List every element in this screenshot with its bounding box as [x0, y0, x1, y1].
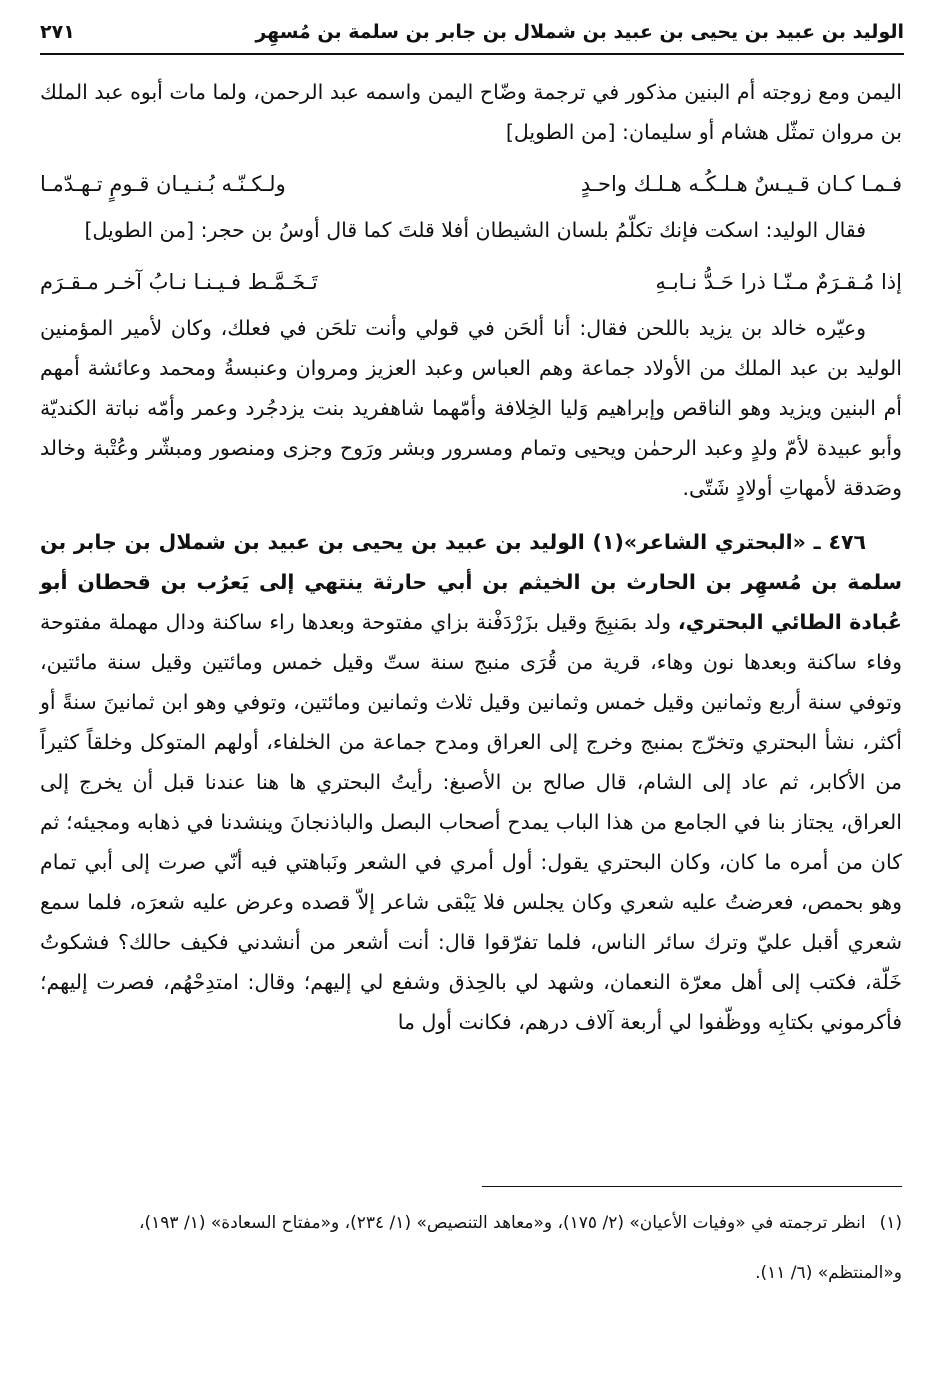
paragraph-2: فقال الوليد: اسكت فإنك تكلّمُ بلسان الشيطان أفلا قلتَ كما قال أوسُ بن حجر: [من الطويل]	[84, 218, 866, 242]
header-divider	[40, 53, 904, 55]
page-header	[40, 14, 904, 50]
main-text	[40, 72, 902, 1042]
footnote-1-line-2: و«المنتظم» (٦/ ١١).	[755, 1263, 902, 1283]
verse-2-first-hemistich: إذا مُـقـرَمٌ مـنّـا ذرا حَـدُّ نـابـهِ	[655, 270, 902, 294]
footnote-divider	[482, 1186, 902, 1187]
verse-1-second-hemistich: ولـكـنّـه بُـنـيـان قـومٍ تـهـدّمـا	[40, 172, 286, 196]
verse-line-1	[40, 152, 902, 210]
verse-line-2	[40, 250, 902, 308]
paragraph-1: اليمن ومع زوجته أم البنين مذكور في ترجمة وضّاح اليمن واسمه عبد الرحمن، ولما مات أبوه عبد الملك بن مروان تمثّل هشام أو سليمان: [من الطويل]	[40, 80, 902, 144]
page-number: ٢٧١	[40, 21, 75, 43]
entry-476-heading: ٤٧٦ ـ «البحتري الشاعر»(١) الوليد بن عبيد بن يحيى بن عبيد بن شملال بن جابر بن سلمة بن مُسهِر بن الحارث بن الخيثم بن أبي حارثة ينتهي إلى يَعرُب بن قحطان أبو عُبادة الطائي البحتري،	[40, 530, 902, 634]
footnote-number: (١)	[879, 1213, 902, 1233]
footnote-1-text: انظر ترجمته في «وفيات الأعيان» (٢/ ١٧٥)، و«معاهد التنصيص» (١/ ٢٣٤)، و«مفتاح السعادة» (١/ ١٩٣)،	[139, 1213, 866, 1233]
entry-476-body: ولد بمَنبِجَ وقيل بزَرْدَفْنة بزاي مفتوحة وبعدها راء ساكنة ودال مهملة مفتوحة وفاء ساكنة وبعدها نون وهاء، قرية من قُرَى منبج سنة ستّ وقيل خمس ومائتين وقيل سنة مائتين، وتوفي سنة أربع وثمانين وقيل خمس وثمانين وقيل ثلاث وثمانين ومائتين، وتوفي وهو ابن ثمانينَ سنةً أو أكثر، نشأ البحتري وتخرّج بمنبج وخرج إلى العراق ومدح جماعة من الخلفاء، أولهم المتوكل وخلقاً كثيراً من الأكابر، ثم عاد إلى الشام، قال صالح بن الأصبغ: رأيتُ البحتري ها هنا عندنا قبل أن يخرج إلى العراق، يجتاز بنا في الجامع من هذا الباب يمدح أصحاب البصل والباذنجانَ وينشدنا في ذهابه ومجيئه؛ ثم كان من أمره ما كان، وكان البحتري يقول: أول أمري في الشعر ونَباهتي فيه أنّي صرت إلى أبي تمام وهو بحمص، فعرضتُ عليه شعري وكان يجلس فلا يَبْقى شاعر إلاّ قصده وعرض عليه شعرَه، فلما سمع شعري أقبل عليّ وترك سائر الناس، فلما تفرّقوا قال: أنت أشعر من أنشدني فكيف حالك؟ فشكوتُ خَلّة، فكتب إلى أهل معرّة النعمان، وشهد لي بالحِذق وشفع لي إليهم؛ وقال: امتدِحْهُم، فصرت إليهم؛ فأكرموني بكتابِه ووظّفوا لي أربعة آلاف درهم، فكانت أول ما	[40, 610, 902, 1034]
verse-2-second-hemistich: تَـخَـمَّـط فـيـنـا نـابُ آخـر مـقـرَم	[40, 270, 318, 294]
paragraph-3: وعيّره خالد بن يزيد باللحن فقال: أنا ألحَن في قولي وأنت تلحَن في فعلك، وكان لأمير المؤمنين الوليد بن عبد الملك من الأولاد جماعة وهم العباس وعبد العزيز ومروان وعنبسةُ ومحمد وعائشة أمهم أم البنين ويزيد وهو الناقص وإبراهيم وَليا الخِلافة وأمّهما شاهفريد بنت يزدجُرد وعمر وأمّه نباتة الكنديّة وأبو عبيدة لأمّ ولدٍ وعبد الرحمٰن ويحيى وتمام ومسرور وبشر ورَوح وجزى ومنصور ومبشّر وعُتْبة وخالد وصَدقة لأمهاتِ أولادٍ شَتّى.	[40, 316, 902, 500]
footnotes	[40, 1198, 902, 1298]
verse-1-first-hemistich: فـمـا كـان قـيـسٌ هـلـكُـه هـلـك واحـدٍ	[580, 172, 902, 196]
spacer	[40, 508, 902, 522]
footnote-1-line-1	[40, 1198, 902, 1248]
entry-476	[40, 522, 902, 1042]
running-title: الوليد بن عبيد بن يحيى بن عبيد بن شملال بن جابر بن سلمة بن مُسهِر	[255, 21, 904, 43]
